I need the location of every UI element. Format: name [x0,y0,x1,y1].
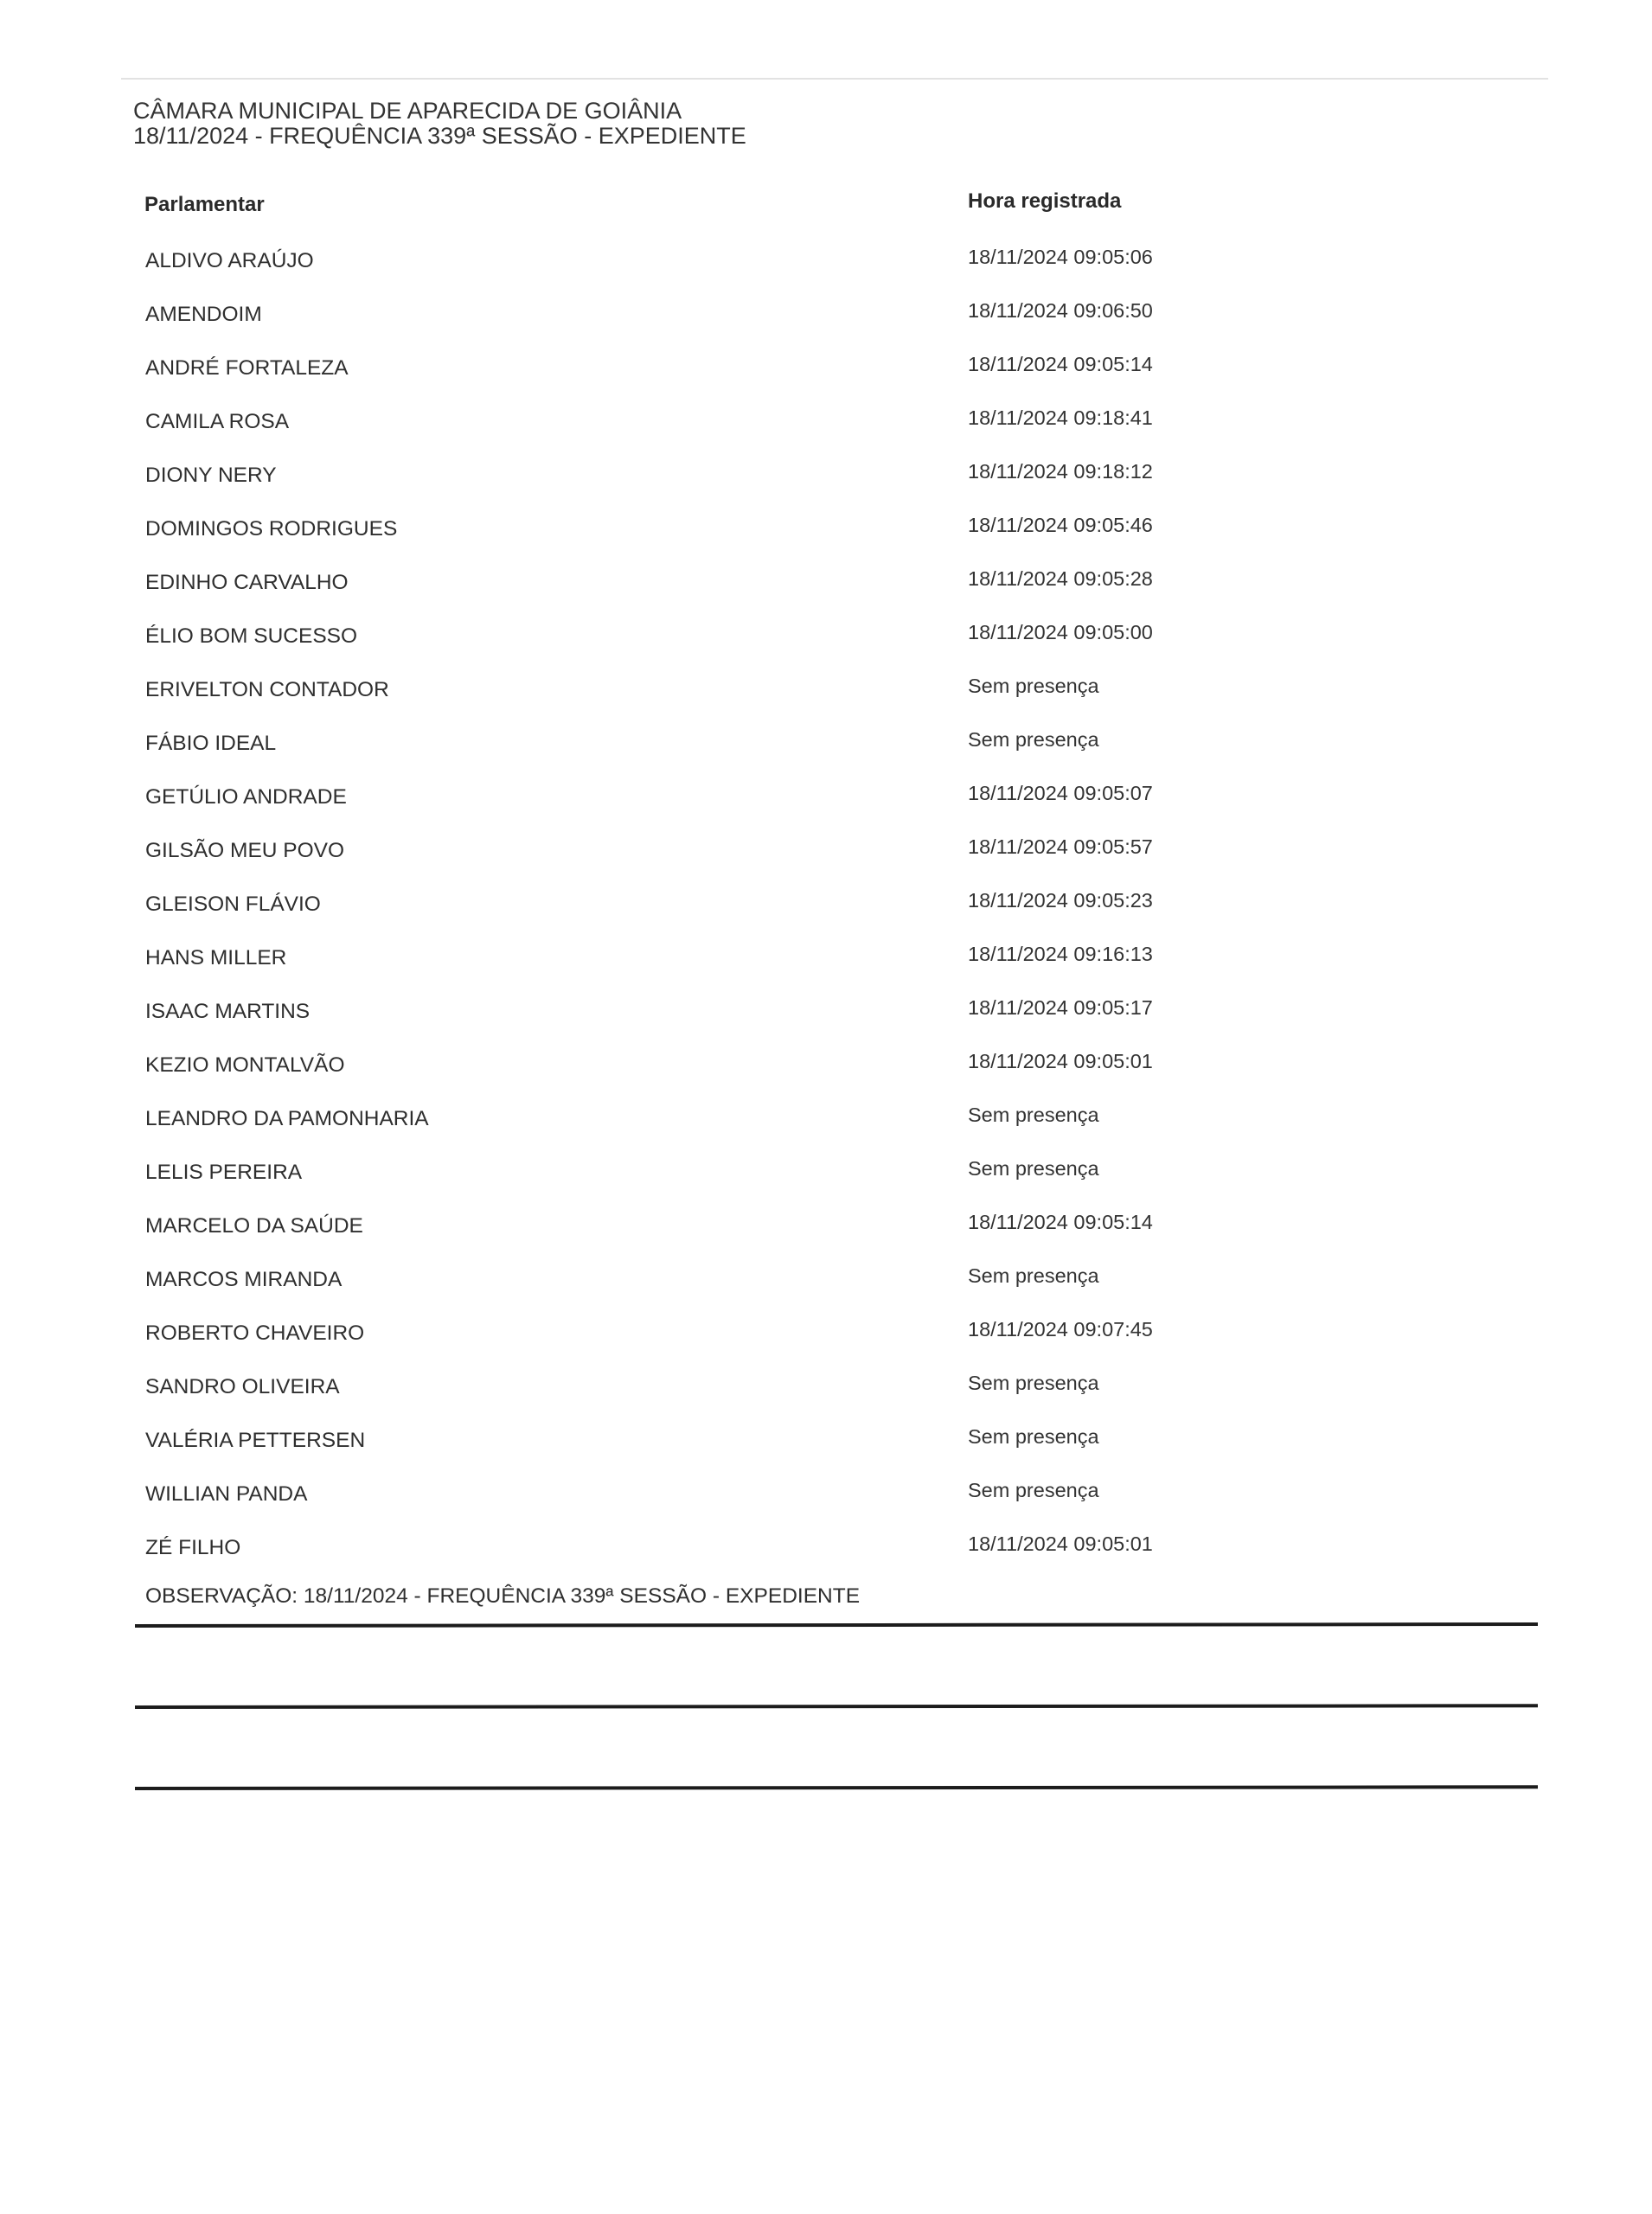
parlamentar-name: SANDRO OLIVEIRA [145,1375,340,1398]
parlamentar-name: CAMILA ROSA [145,410,290,433]
registered-time: Sem presença [968,1372,1099,1394]
registered-time: 18/11/2024 09:18:12 [968,460,1153,483]
registered-time: Sem presença [968,1157,1099,1180]
parlamentar-name: FÁBIO IDEAL [145,732,277,755]
column-header-parlamentar: Parlamentar [144,193,265,216]
table-row [0,673,1652,726]
registered-time: 18/11/2024 09:05:23 [968,889,1153,912]
registered-time: 18/11/2024 09:05:06 [968,246,1153,268]
table-row [0,566,1652,619]
registered-time: Sem presença [968,728,1099,751]
signature-line [135,1785,1538,1790]
parlamentar-name: DIONY NERY [145,464,277,487]
registered-time: 18/11/2024 09:05:17 [968,996,1153,1019]
table-row [0,941,1652,995]
table-row [0,1316,1652,1370]
parlamentar-name: HANS MILLER [145,946,287,969]
table-row [0,1531,1652,1584]
registered-time: 18/11/2024 09:05:07 [968,782,1153,804]
table-row [0,1209,1652,1263]
registered-time: 18/11/2024 09:05:46 [968,514,1153,536]
table-row [0,619,1652,673]
table-row [0,512,1652,566]
registered-time: Sem presença [968,1264,1099,1287]
table-row [0,887,1652,941]
parlamentar-name: GETÚLIO ANDRADE [145,785,347,809]
table-row [0,405,1652,458]
parlamentar-name: ERIVELTON CONTADOR [145,678,389,701]
signature-line [135,1622,1538,1628]
observation-text: OBSERVAÇÃO: 18/11/2024 - FREQUÊNCIA 339ª SESSÃO - EXPEDIENTE [145,1584,861,1608]
parlamentar-name: ÉLIO BOM SUCESSO [145,624,358,648]
registered-time: 18/11/2024 09:05:00 [968,621,1153,643]
parlamentar-name: MARCOS MIRANDA [145,1268,343,1291]
table-row [0,995,1652,1048]
institution-title: CÂMARA MUNICIPAL DE APARECIDA DE GOIÂNIA [133,98,682,124]
parlamentar-name: LELIS PEREIRA [145,1161,303,1184]
registered-time: Sem presença [968,1479,1099,1501]
table-row [0,726,1652,780]
parlamentar-name: ROBERTO CHAVEIRO [145,1321,365,1345]
registered-time: 18/11/2024 09:05:28 [968,567,1153,590]
parlamentar-name: DOMINGOS RODRIGUES [145,517,398,541]
registered-time: Sem presença [968,675,1099,697]
parlamentar-name: GLEISON FLÁVIO [145,893,321,916]
table-row [0,780,1652,834]
table-row [0,1424,1652,1477]
parlamentar-name: EDINHO CARVALHO [145,571,349,594]
registered-time: 18/11/2024 09:05:14 [968,353,1153,375]
document-header [133,99,746,149]
registered-time: 18/11/2024 09:07:45 [968,1318,1153,1341]
registered-time: 18/11/2024 09:16:13 [968,943,1153,965]
registered-time: 18/11/2024 09:06:50 [968,299,1153,322]
table-row [0,1155,1652,1209]
registered-time: 18/11/2024 09:18:41 [968,406,1153,429]
table-row [0,834,1652,887]
table-row [0,298,1652,351]
table-row [0,1477,1652,1531]
table-row [0,1048,1652,1102]
registered-time: 18/11/2024 09:05:14 [968,1211,1153,1233]
top-rule [121,78,1548,80]
table-row [0,458,1652,512]
parlamentar-name: ALDIVO ARAÚJO [145,249,314,272]
table-row [0,1263,1652,1316]
registered-time: Sem presença [968,1104,1099,1126]
attendance-table [0,244,1652,1584]
registered-time: 18/11/2024 09:05:01 [968,1533,1153,1555]
table-row [0,351,1652,405]
registered-time: Sem presença [968,1425,1099,1448]
registered-time: 18/11/2024 09:05:57 [968,835,1153,858]
session-title: 18/11/2024 - FREQUÊNCIA 339ª SESSÃO - EXPEDIENTE [133,123,746,149]
table-row [0,1370,1652,1424]
registered-time: 18/11/2024 09:05:01 [968,1050,1153,1072]
parlamentar-name: ISAAC MARTINS [145,1000,311,1023]
parlamentar-name: WILLIAN PANDA [145,1482,308,1506]
column-header-hora-registrada: Hora registrada [968,189,1122,213]
table-row [0,244,1652,298]
parlamentar-name: GILSÃO MEU POVO [145,839,345,862]
parlamentar-name: LEANDRO DA PAMONHARIA [145,1107,429,1130]
parlamentar-name: MARCELO DA SAÚDE [145,1214,363,1238]
parlamentar-name: ANDRÉ FORTALEZA [145,356,349,380]
parlamentar-name: ZÉ FILHO [145,1536,241,1559]
parlamentar-name: KEZIO MONTALVÃO [145,1053,345,1077]
parlamentar-name: VALÉRIA PETTERSEN [145,1429,366,1452]
signature-line [135,1704,1538,1709]
table-row [0,1102,1652,1155]
parlamentar-name: AMENDOIM [145,303,262,326]
